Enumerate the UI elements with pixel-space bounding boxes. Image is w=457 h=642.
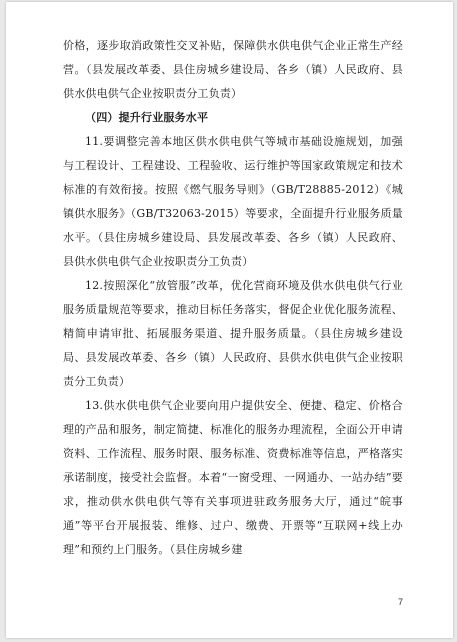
paragraph-item-11: 11.要调整完善本地区供水供电供气等城市基础设施规划，加强与工程设计、工程建设、工程验收、运行维护等国家政策规定和技术标准的有效衔接。按照《燃气服务导则》（GB/T28885-2012）《城镇供水服务》（GB/T32063-2015）等要求，全面提升行业服务质量水平。（县住房城乡建设局、县发展改革委、各乡（镇）人民政府、县供水供电供气企业按职责分工负责） (63, 135, 403, 268)
document-body (63, 34, 403, 562)
paragraph-item-13: 13.供水供电供气企业要向用户提供安全、便捷、稳定、价格合理的产品和服务，制定简捷、标准化的服务办理流程，全面公开申请资料、工作流程、服务时限、服务标准、资费标准等信息，严格落实承诺制度，接受社会监督。本着“一窗受理、一网通办、一站办结”要求，推动供水供电供气等有关事项进驻政务服务大厅，通过“皖事通”等平台开展报装、维修、过户、缴费、开票等“互联网+线上办理”和预约上门服务。（县住房城乡建 (63, 399, 403, 556)
document-page (6, 2, 453, 638)
paragraph-continuation: 价格，逐步取消政策性交叉补贴，保障供水供电供气企业正常生产经营。（县发展改革委、县住房城乡建设局、各乡（镇）人民政府、县供水供电供气企业按职责分工负责） (63, 39, 403, 100)
section-heading: （四）提升行业服务水平 (85, 111, 209, 124)
paragraph-item-12: 12.按照深化“放管服”改革，优化营商环境及供水供电供气行业服务质量规范等要求，推动目标任务落实，督促企业优化服务流程、精简申请审批、拓展服务渠道、提升服务质量。（县住房城乡建设局、县发展改革委、各乡（镇）人民政府、县供水供电供气企业按职责分工负责） (63, 279, 403, 388)
page-number: 7 (397, 597, 403, 607)
